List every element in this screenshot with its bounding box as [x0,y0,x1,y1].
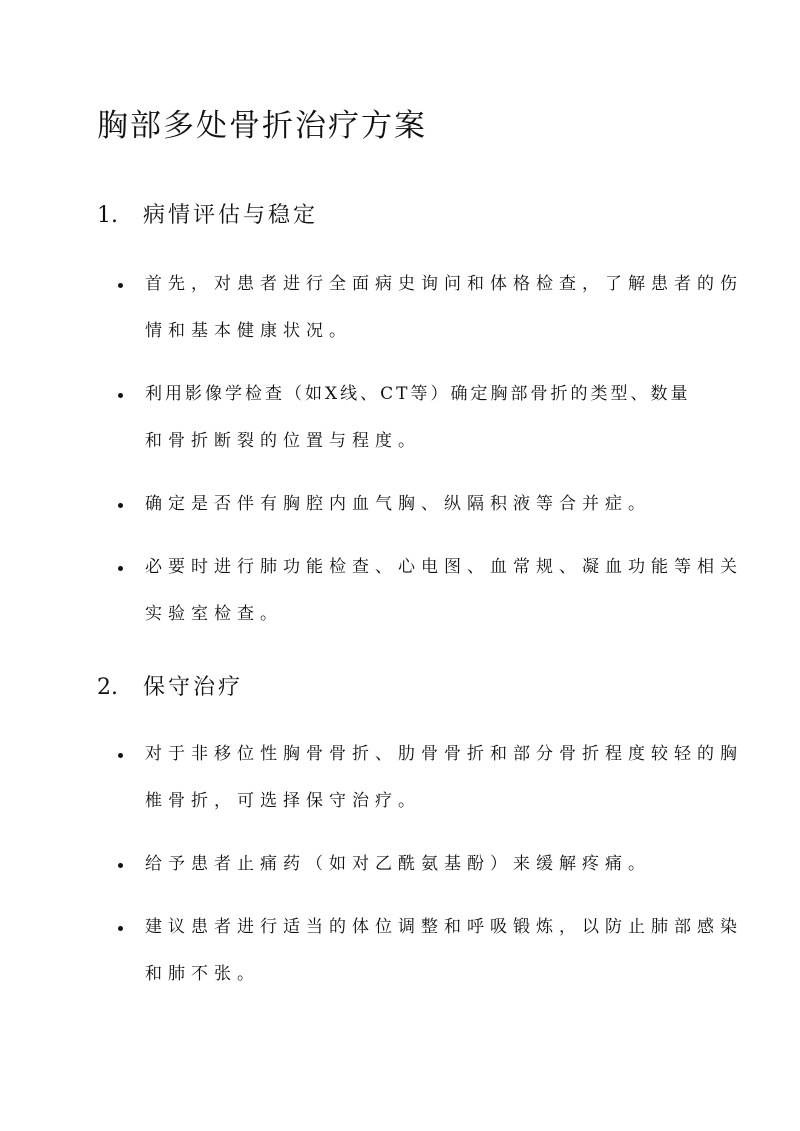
bullet-icon [118,926,123,931]
list-item-text: 确定是否伴有胸腔内血气胸、纵隔积液等合并症。 [145,494,651,514]
list-item-text: 给予患者止痛药（如对乙酰氨基酚）来缓解疼痛。 [145,854,651,874]
bullet-icon [118,566,123,571]
list-item-text: 和骨折断裂的位置与程度。 [145,431,421,451]
list-item-text: 必要时进行肺功能检查、心电图、血常规、凝血功能等相关 [145,557,743,577]
section-number: 2. [97,675,118,700]
list-item-text: 建议患者进行适当的体位调整和呼吸锻炼，以防止肺部感染 [145,917,743,937]
section-title: 保守治疗 [143,675,244,700]
list-item-text: 利用影像学检查（如X线、CT等）确定胸部骨折的类型、数量 [145,384,691,404]
section-number: 1. [97,203,118,228]
list-item-text: 情和基本健康状况。 [145,321,352,341]
section-heading-1 [97,198,318,229]
section-heading-2 [97,670,243,701]
list-item-text: 椎骨折，可选择保守治疗。 [145,791,421,811]
bullet-icon [118,863,123,868]
list-item-text: 和肺不张。 [145,964,260,984]
bullet-icon [118,503,123,508]
section-title: 病情评估与稳定 [143,203,319,228]
list-item-text: 首先，对患者进行全面病史询问和体格检查，了解患者的伤 [145,274,743,294]
bullet-icon [118,283,123,288]
bullet-icon [118,393,123,398]
document-title: 胸部多处骨折治疗方案 [97,108,427,144]
list-item-text: 对于非移位性胸骨骨折、肋骨骨折和部分骨折程度较轻的胸 [145,744,743,764]
list-item-text: 实验室检查。 [145,604,283,624]
bullet-icon [118,753,123,758]
